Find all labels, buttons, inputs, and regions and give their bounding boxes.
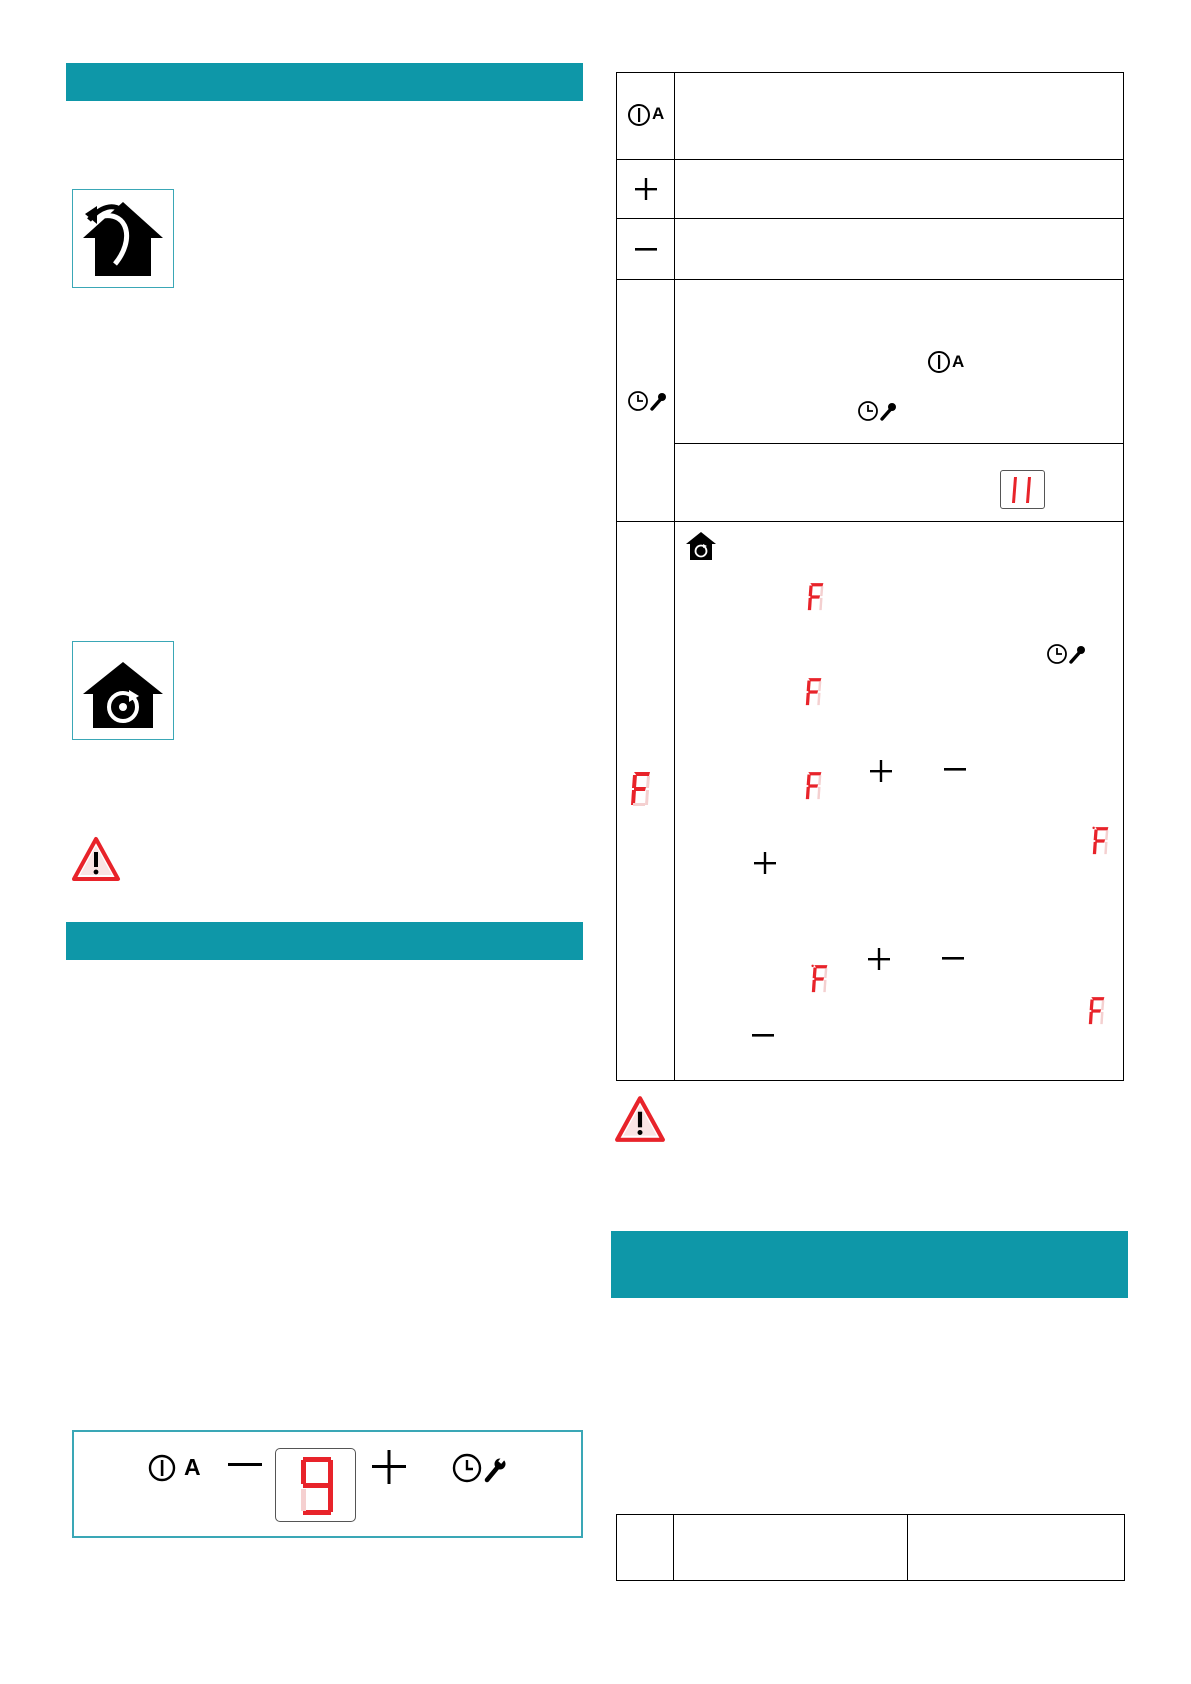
display-code-F — [807, 582, 825, 612]
control-panel-illustration — [72, 1430, 583, 1538]
power-auto-icon — [927, 350, 953, 376]
display-code-F — [805, 677, 823, 707]
bottom-table — [616, 1514, 1125, 1581]
house-recirculation-icon — [685, 530, 717, 562]
minus-icon[interactable] — [228, 1460, 264, 1470]
table-row-divider — [616, 279, 1124, 280]
table-row-divider — [616, 218, 1124, 219]
filter-indicator-F-icon — [630, 771, 652, 807]
section-header-bar-2 — [66, 922, 583, 960]
function-table — [616, 72, 1124, 1081]
display-code-F — [1088, 996, 1106, 1026]
timer-wrench-icon — [627, 389, 671, 413]
display-code-F — [1092, 826, 1110, 856]
section-header-bar-1 — [66, 63, 583, 101]
minus-icon — [751, 1033, 775, 1039]
table-row-divider — [616, 521, 1124, 522]
section-header-bar-3 — [611, 1231, 1128, 1298]
plus-icon — [634, 177, 658, 201]
table-column-divider — [674, 72, 675, 1081]
minus-icon — [634, 247, 658, 253]
power-auto-label: A — [652, 104, 665, 123]
segment-digit-9 — [298, 1455, 336, 1517]
power-auto-label: A — [184, 1454, 201, 1480]
table-column-divider — [907, 1514, 908, 1581]
power-auto-icon — [627, 103, 653, 129]
timer-wrench-icon — [857, 399, 901, 423]
plus-icon — [869, 759, 893, 783]
extraction-mode-icon-frame — [72, 189, 174, 288]
warning-triangle-icon — [614, 1095, 666, 1143]
display-code-11 — [1000, 470, 1045, 509]
timer-wrench-icon[interactable] — [451, 1452, 515, 1484]
plus-icon — [867, 947, 891, 971]
plus-icon — [753, 851, 777, 875]
minus-icon — [941, 956, 965, 962]
minus-icon — [943, 767, 967, 773]
power-auto-label: A — [952, 352, 965, 371]
table-row-divider — [616, 159, 1124, 160]
plus-icon[interactable] — [370, 1448, 408, 1486]
house-outflow-icon — [73, 190, 173, 287]
timer-wrench-icon — [1046, 642, 1090, 666]
level-display — [275, 1448, 356, 1522]
table-column-divider — [673, 1514, 674, 1581]
warning-triangle-icon — [71, 836, 121, 882]
display-code-F — [805, 771, 823, 801]
table-row-divider — [674, 443, 1124, 444]
display-code-F — [811, 964, 829, 994]
recirculation-mode-icon-frame — [72, 641, 174, 740]
house-recirculation-icon — [73, 642, 173, 739]
